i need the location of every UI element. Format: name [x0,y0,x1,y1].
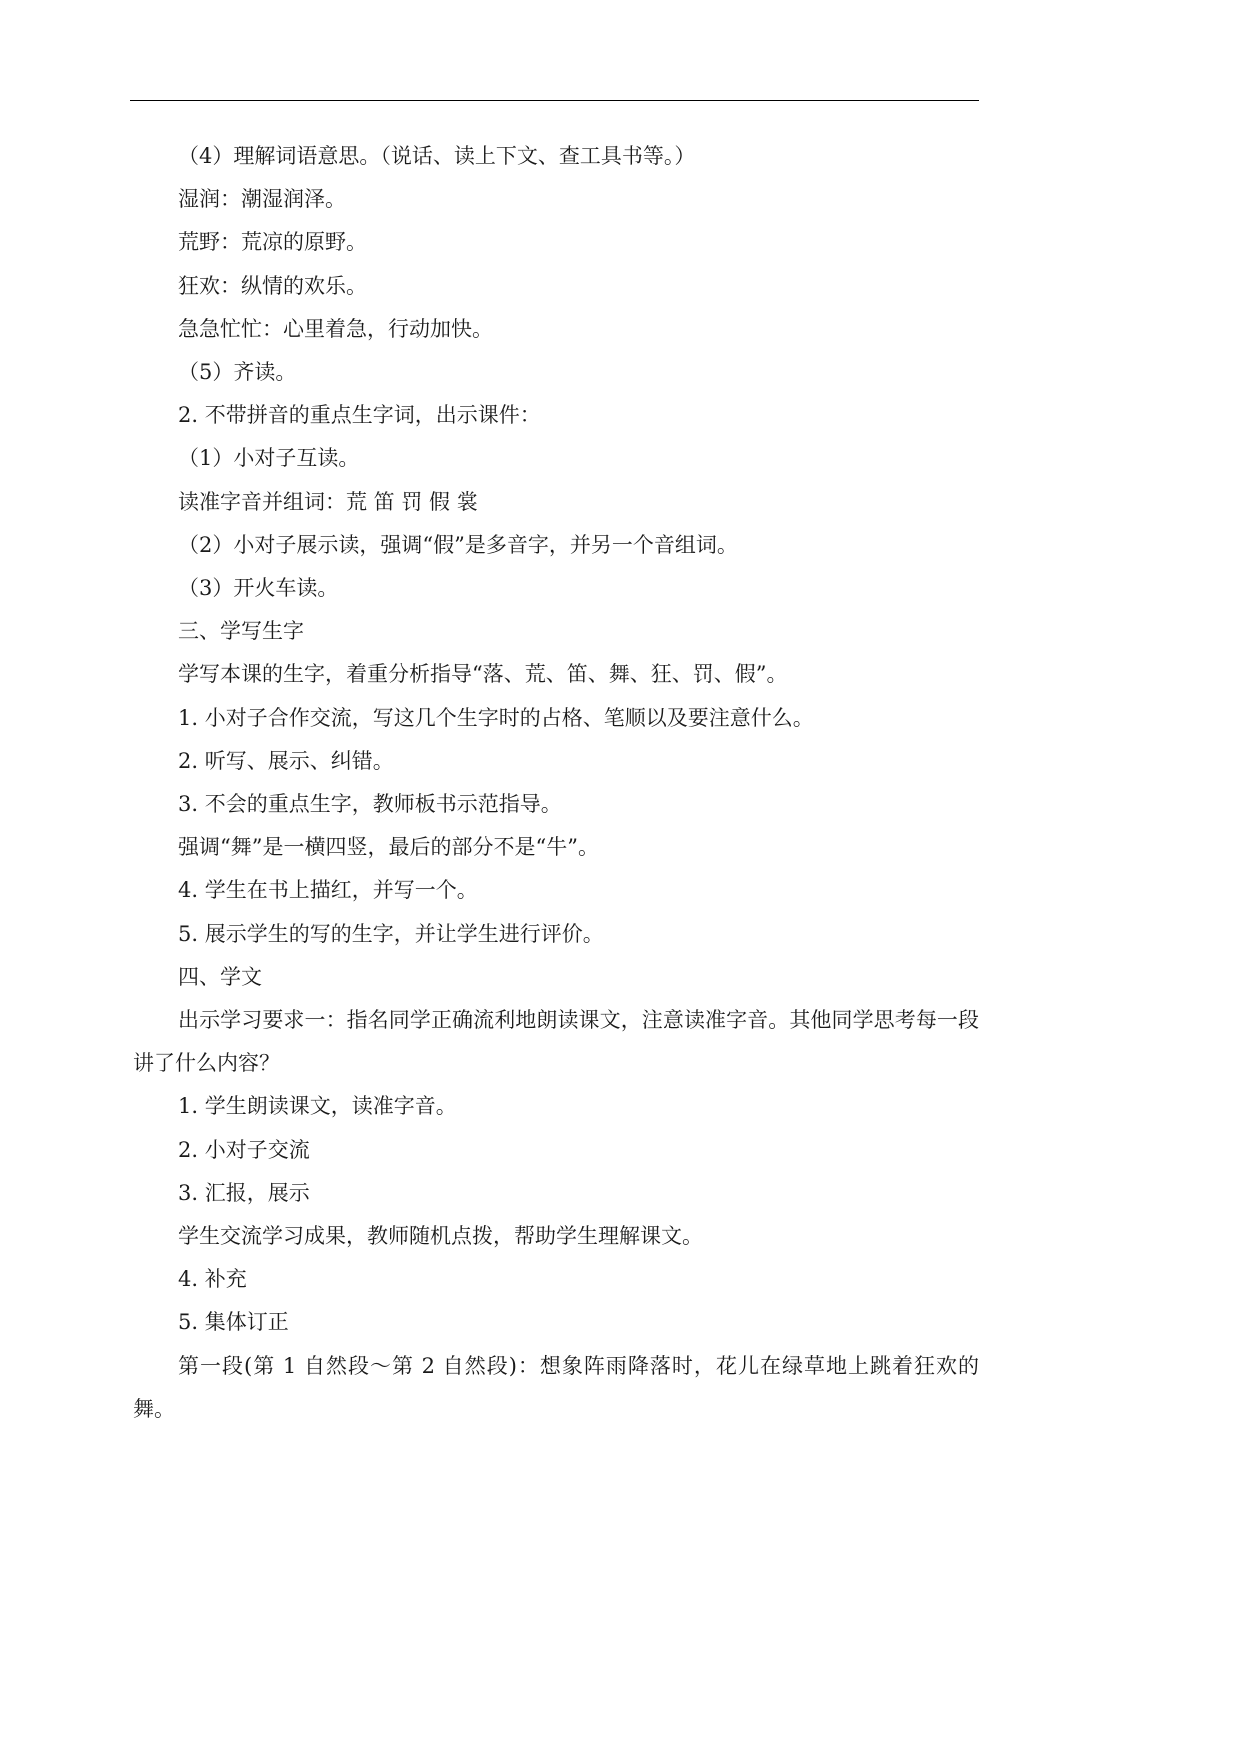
paragraph-word-shirun: 湿润：潮湿润泽。 [178,187,346,212]
paragraph-pair-reading: （1）小对子互读。 [178,446,360,471]
section-heading-study-text: 四、学文 [178,964,262,989]
paragraph-study-step-5: 5. 集体订正 [178,1310,289,1335]
paragraph-read-together: （5）齐读。 [178,360,297,385]
paragraph-step-3: 3. 不会的重点生字，教师板书示范指导。 [178,792,562,817]
paragraph-study-step-1: 1. 学生朗读课文，读准字音。 [178,1094,457,1119]
paragraph-understand-words: （4）理解词语意思。（说话、读上下文、查工具书等。） [178,144,696,168]
paragraph-first-section: 第一段(第 1 自然段～第 2 自然段)：想象阵雨降落时，花儿在绿草地上跳着狂欢的舞。 [133,1353,979,1421]
header-divider [130,100,979,101]
paragraph-step-1: 1. 小对子合作交流，写这几个生字时的占格、笔顺以及要注意什么。 [178,705,814,730]
paragraph-study-step-4: 4. 补充 [178,1267,247,1292]
paragraph-key-words: 2. 不带拼音的重点生字词，出示课件： [178,403,541,428]
paragraph-step-2: 2. 听写、展示、纠错。 [178,748,394,773]
paragraph-exchange-results: 学生交流学习成果，教师随机点拨，帮助学生理解课文。 [178,1224,703,1249]
paragraph-word-kuanghuan: 狂欢：纵情的欢乐。 [178,273,367,298]
paragraph-pronounce-words: 读准字音并组词：荒 笛 罚 假 裳 [178,489,478,514]
section-heading-write-characters: 三、学写生字 [178,619,304,644]
paragraph-emphasis-wu: 强调“舞”是一横四竖，最后的部分不是“牛”。 [178,835,599,860]
paragraph-write-characters: 学写本课的生字，着重分析指导“落、荒、笛、舞、狂、罚、假”。 [178,662,788,687]
paragraph-study-requirement: 出示学习要求一：指名同学正确流利地朗读课文，注意读准字音。其他同学思考每一段讲了什么内容？ [133,1008,979,1076]
paragraph-step-5: 5. 展示学生的写的生字，并让学生进行评价。 [178,921,604,946]
paragraph-study-step-2: 2. 小对子交流 [178,1137,310,1162]
paragraph-step-4: 4. 学生在书上描红，并写一个。 [178,878,478,903]
document-body [133,135,979,1431]
paragraph-word-jijimangmang: 急急忙忙：心里着急，行动加快。 [178,316,493,341]
paragraph-word-huangye: 荒野：荒凉的原野。 [178,230,367,255]
paragraph-train-reading: （3）开火车读。 [178,576,339,601]
paragraph-pair-show: （2）小对子展示读，强调“假”是多音字，并另一个音组词。 [178,532,738,557]
paragraph-study-step-3: 3. 汇报，展示 [178,1180,310,1205]
